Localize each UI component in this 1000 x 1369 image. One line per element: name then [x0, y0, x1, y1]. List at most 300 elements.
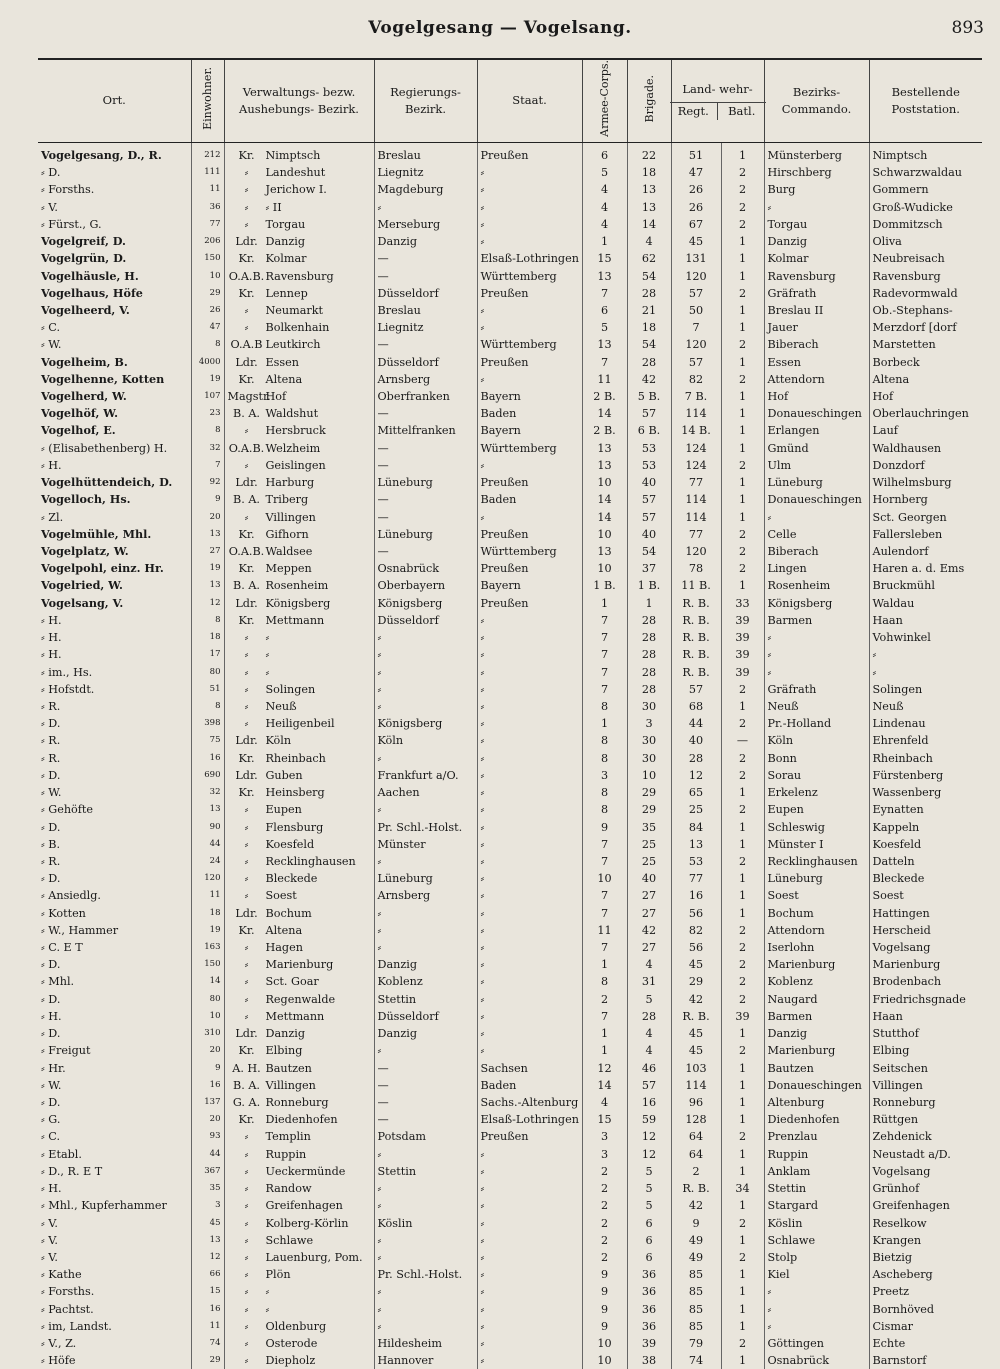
post-station-cell: Bleckede	[869, 870, 982, 887]
army-corps-cell: 11	[582, 371, 627, 388]
state-cell: ⸗	[477, 1025, 582, 1042]
population-cell: 45	[191, 1214, 224, 1231]
place-name-cell: ⸗ Zl.	[41, 510, 64, 524]
population-cell: 93	[191, 1128, 224, 1145]
district-cell	[224, 457, 374, 474]
district-name: Villingen	[265, 510, 316, 524]
place-name-cell: ⸗ im., Hs.	[41, 665, 93, 679]
district-command-cell: Lingen	[764, 560, 869, 577]
post-station-cell: Stutthof	[869, 1025, 982, 1042]
population-cell: 11	[191, 1318, 224, 1335]
landwehr-battalion-cell: 1	[721, 250, 764, 267]
district-type: Ldr.	[235, 734, 258, 748]
post-station-cell: Lindenau	[869, 715, 982, 732]
district-command-cell: Hof	[764, 388, 869, 405]
population-cell: 32	[191, 440, 224, 457]
district-cell	[224, 371, 374, 388]
army-corps-cell: 9	[582, 1301, 627, 1318]
district-type: ⸗	[244, 303, 249, 317]
state-cell: ⸗	[477, 1042, 582, 1059]
state-cell: ⸗	[477, 1318, 582, 1335]
district-cell	[224, 388, 374, 405]
landwehr-battalion-cell: 33	[721, 595, 764, 612]
place-name-text: Vogelhof, E.	[41, 423, 116, 438]
population-cell: 12	[191, 595, 224, 612]
district-cell	[224, 1094, 374, 1111]
post-station-cell: Ronneburg	[869, 1094, 982, 1111]
district-cell	[224, 1128, 374, 1145]
brigade-cell: 28	[627, 663, 671, 680]
post-station-cell: Neuß	[869, 698, 982, 715]
table-row	[38, 250, 982, 267]
army-corps-cell: 4	[582, 216, 627, 233]
district-cell	[224, 1232, 374, 1249]
district-command-cell: Biberach	[764, 543, 869, 560]
district-name: Danzig	[265, 1027, 305, 1041]
population-cell: 3	[191, 1197, 224, 1214]
landwehr-battalion-cell: 1	[721, 1025, 764, 1042]
district-command-cell: ⸗	[764, 1283, 869, 1300]
state-cell: ⸗	[477, 853, 582, 870]
post-station-cell: Preetz	[869, 1283, 982, 1300]
landwehr-regiment-cell: 25	[671, 801, 721, 818]
table-row	[38, 181, 982, 198]
post-station-cell: Ravensburg	[869, 267, 982, 284]
government-district-cell: Düsseldorf	[374, 285, 477, 302]
district-cell	[224, 353, 374, 370]
place-name-cell	[38, 267, 191, 284]
army-corps-cell: 3	[582, 1146, 627, 1163]
population-cell: 92	[191, 474, 224, 491]
state-cell: ⸗	[477, 1008, 582, 1025]
district-cell	[224, 870, 374, 887]
state-cell: ⸗	[477, 457, 582, 474]
landwehr-regiment-cell: 77	[671, 474, 721, 491]
table-row	[38, 612, 982, 629]
brigade-cell: 57	[627, 491, 671, 508]
landwehr-regiment-cell: 42	[671, 991, 721, 1008]
landwehr-battalion-cell: 39	[721, 612, 764, 629]
population-cell: 8	[191, 336, 224, 353]
landwehr-regiment-cell: 44	[671, 715, 721, 732]
landwehr-battalion-cell: 1	[721, 784, 764, 801]
brigade-cell: 57	[627, 405, 671, 422]
district-type: G. A.	[232, 1096, 261, 1109]
population-cell: 13	[191, 577, 224, 594]
brigade-cell: 53	[627, 440, 671, 457]
district-cell	[224, 181, 374, 198]
district-command-cell: ⸗	[764, 1318, 869, 1335]
district-command-cell: Hirschberg	[764, 164, 869, 181]
table-row	[38, 491, 982, 508]
district-name: Waldshut	[265, 407, 319, 421]
district-name: Ueckermünde	[265, 1164, 346, 1178]
district-command-cell: Schlawe	[764, 1232, 869, 1249]
district-command-cell: Göttingen	[764, 1335, 869, 1352]
table-row	[38, 1232, 982, 1249]
brigade-cell: 28	[627, 353, 671, 370]
place-name-text: Vogelmühle, Mhl.	[41, 526, 152, 541]
landwehr-battalion-cell: 1	[721, 818, 764, 835]
army-corps-cell: 4	[582, 1094, 627, 1111]
population-cell: 12	[191, 1249, 224, 1266]
post-station-cell: Villingen	[869, 1077, 982, 1094]
post-station-cell: Schwarzwaldau	[869, 164, 982, 181]
brigade-cell: 36	[627, 1266, 671, 1283]
district-command-cell: ⸗	[764, 199, 869, 216]
place-name-cell: ⸗ W.	[41, 338, 62, 352]
place-name-cell	[38, 422, 191, 439]
army-corps-cell: 7	[582, 663, 627, 680]
district-cell	[224, 973, 374, 990]
brigade-cell: 38	[627, 1352, 671, 1369]
place-name-text: Vogelried, W.	[41, 578, 123, 593]
place-name-cell: ⸗ C.	[41, 321, 60, 335]
district-cell	[224, 1008, 374, 1025]
district-type: Kr.	[238, 923, 255, 937]
district-name: Bolkenhain	[265, 321, 330, 335]
landwehr-battalion-cell: 2	[721, 1335, 764, 1352]
district-type: O.A.B.	[228, 545, 265, 558]
district-command-cell: Schleswig	[764, 818, 869, 835]
government-district-cell: Oberbayern	[374, 577, 477, 594]
district-command-cell: Neuß	[764, 698, 869, 715]
district-command-cell: Stolp	[764, 1249, 869, 1266]
district-type: Ldr.	[235, 1027, 258, 1041]
place-name-cell	[38, 595, 191, 612]
population-cell: 150	[191, 250, 224, 267]
district-command-cell: Ulm	[764, 457, 869, 474]
landwehr-battalion-cell: 2	[721, 801, 764, 818]
district-type: Kr.	[238, 372, 255, 386]
post-station-cell: Fürstenberg	[869, 767, 982, 784]
district-command-cell: Barmen	[764, 612, 869, 629]
col-header-regt: Regt.	[677, 104, 709, 119]
government-district-cell: Merseburg	[374, 216, 477, 233]
district-command-cell: Essen	[764, 353, 869, 370]
landwehr-battalion-cell: 2	[721, 973, 764, 990]
district-type: ⸗	[244, 1164, 249, 1178]
brigade-cell: 39	[627, 1335, 671, 1352]
place-name-cell	[38, 353, 191, 370]
state-cell: ⸗	[477, 629, 582, 646]
government-district-cell: Hildesheim	[374, 1335, 477, 1352]
army-corps-cell: 7	[582, 681, 627, 698]
government-district-cell: —	[374, 1059, 477, 1076]
state-cell: ⸗	[477, 1283, 582, 1300]
landwehr-battalion-cell: 1	[721, 904, 764, 921]
government-district-cell: Düsseldorf	[374, 1008, 477, 1025]
district-cell	[224, 1283, 374, 1300]
state-cell: Baden	[477, 405, 582, 422]
district-name: ⸗	[265, 631, 270, 645]
government-district-cell: ⸗	[374, 801, 477, 818]
place-name-cell: ⸗ Etabl.	[41, 1147, 82, 1161]
table-row	[38, 1197, 982, 1214]
state-cell: Baden	[477, 491, 582, 508]
brigade-cell: 30	[627, 698, 671, 715]
state-cell: Preußen	[477, 285, 582, 302]
place-name-cell: ⸗ D.	[41, 958, 61, 972]
place-name-cell	[38, 491, 191, 508]
place-name-cell	[38, 233, 191, 250]
army-corps-cell: 8	[582, 750, 627, 767]
state-cell: ⸗	[477, 164, 582, 181]
state-cell: Württemberg	[477, 267, 582, 284]
landwehr-battalion-cell: 2	[721, 543, 764, 560]
place-name-cell: ⸗ Kathe	[41, 1268, 82, 1282]
district-name: Welzheim	[265, 441, 321, 455]
post-station-cell: Herscheid	[869, 922, 982, 939]
district-cell	[224, 767, 374, 784]
government-district-cell: ⸗	[374, 1042, 477, 1059]
state-cell: Preußen	[477, 1128, 582, 1145]
table-row	[38, 543, 982, 560]
table-row	[38, 1111, 982, 1128]
brigade-cell: 25	[627, 853, 671, 870]
table-row	[38, 216, 982, 233]
population-cell: 18	[191, 629, 224, 646]
brigade-cell: 54	[627, 543, 671, 560]
district-type: ⸗	[244, 1199, 249, 1213]
place-name-cell	[38, 285, 191, 302]
district-name: Geislingen	[265, 458, 326, 472]
population-cell: 17	[191, 646, 224, 663]
district-cell	[224, 939, 374, 956]
army-corps-cell: 7	[582, 887, 627, 904]
district-type: ⸗	[244, 803, 249, 817]
landwehr-regiment-cell: 42	[671, 1197, 721, 1214]
district-command-cell: Attendorn	[764, 922, 869, 939]
army-corps-cell: 7	[582, 904, 627, 921]
landwehr-battalion-cell: 1	[721, 1163, 764, 1180]
army-corps-cell: 13	[582, 267, 627, 284]
district-cell	[224, 1059, 374, 1076]
district-name: Solingen	[265, 682, 316, 696]
army-corps-cell: 3	[582, 767, 627, 784]
district-name: Plön	[265, 1268, 291, 1282]
district-command-cell: Bochum	[764, 904, 869, 921]
post-station-cell: Hof	[869, 388, 982, 405]
state-cell: ⸗	[477, 1232, 582, 1249]
post-station-cell: Krangen	[869, 1232, 982, 1249]
population-cell: 7	[191, 457, 224, 474]
brigade-cell: 4	[627, 233, 671, 250]
state-cell: ⸗	[477, 1214, 582, 1231]
post-station-cell: Haan	[869, 612, 982, 629]
district-name: Lennep	[265, 286, 308, 300]
place-name-text: Vogelsang, V.	[41, 595, 124, 610]
population-cell: 10	[191, 267, 224, 284]
brigade-cell: 54	[627, 336, 671, 353]
brigade-cell: 6	[627, 1232, 671, 1249]
army-corps-cell: 14	[582, 405, 627, 422]
district-cell	[224, 663, 374, 680]
government-district-cell: ⸗	[374, 750, 477, 767]
landwehr-battalion-cell: 1	[721, 870, 764, 887]
government-district-cell: —	[374, 440, 477, 457]
state-cell: ⸗	[477, 767, 582, 784]
district-type: Ldr.	[235, 768, 258, 782]
landwehr-regiment-cell: 56	[671, 939, 721, 956]
landwehr-battalion-cell: 39	[721, 663, 764, 680]
district-cell	[224, 1301, 374, 1318]
district-type: ⸗	[244, 889, 249, 903]
population-cell: 8	[191, 612, 224, 629]
district-command-cell: Celle	[764, 526, 869, 543]
district-cell	[224, 1352, 374, 1369]
government-district-cell: Arnsberg	[374, 887, 477, 904]
army-corps-cell: 14	[582, 491, 627, 508]
district-name: Triberg	[265, 493, 309, 507]
landwehr-regiment-cell: 45	[671, 1042, 721, 1059]
population-cell: 11	[191, 181, 224, 198]
army-corps-cell: 2	[582, 1249, 627, 1266]
district-command-cell: ⸗	[764, 1301, 869, 1318]
post-station-cell: Ehrenfeld	[869, 732, 982, 749]
landwehr-regiment-cell: 114	[671, 405, 721, 422]
table-row	[38, 904, 982, 921]
table-row	[38, 1301, 982, 1318]
district-name: Guben	[265, 768, 303, 782]
state-cell: Bayern	[477, 388, 582, 405]
landwehr-battalion-cell: 2	[721, 767, 764, 784]
district-type: Kr.	[238, 786, 255, 800]
table-row	[38, 1059, 982, 1076]
place-name-cell: ⸗ Ansiedlg.	[41, 889, 101, 903]
district-command-cell: Donaueschingen	[764, 405, 869, 422]
district-type: ⸗	[244, 717, 249, 731]
district-command-cell: Erlangen	[764, 422, 869, 439]
army-corps-cell: 1	[582, 233, 627, 250]
district-cell	[224, 801, 374, 818]
post-station-cell: Kappeln	[869, 818, 982, 835]
post-station-cell: Fallersleben	[869, 526, 982, 543]
district-type: ⸗	[244, 166, 249, 180]
army-corps-cell: 7	[582, 836, 627, 853]
landwehr-regiment-cell: 85	[671, 1266, 721, 1283]
state-cell: Preußen	[477, 526, 582, 543]
landwehr-regiment-cell: 124	[671, 457, 721, 474]
district-cell	[224, 1042, 374, 1059]
table-row	[38, 142, 982, 164]
landwehr-battalion-cell: 34	[721, 1180, 764, 1197]
government-district-cell: Frankfurt a/O.	[374, 767, 477, 784]
table-row	[38, 887, 982, 904]
post-station-cell: Wassenberg	[869, 784, 982, 801]
landwehr-battalion-cell: 2	[721, 715, 764, 732]
government-district-cell: Danzig	[374, 233, 477, 250]
place-name-text: Vogelhäusle, H.	[41, 268, 139, 283]
table-row	[38, 199, 982, 216]
district-command-cell: Erkelenz	[764, 784, 869, 801]
district-command-cell: Marienburg	[764, 1042, 869, 1059]
place-name-cell: ⸗ Mhl., Kupferhammer	[41, 1199, 167, 1213]
place-name-cell: ⸗ Gehöfte	[41, 803, 94, 817]
army-corps-cell: 7	[582, 853, 627, 870]
landwehr-battalion-cell: 1	[721, 142, 764, 164]
army-corps-cell: 13	[582, 543, 627, 560]
brigade-cell: 3	[627, 715, 671, 732]
post-station-cell: Haren a. d. Ems	[869, 560, 982, 577]
table-row	[38, 646, 982, 663]
government-district-cell: ⸗	[374, 939, 477, 956]
brigade-label: Brigade.	[642, 74, 656, 123]
brigade-cell: 6 B.	[627, 422, 671, 439]
landwehr-regiment-cell: 26	[671, 181, 721, 198]
col-header-staat: Staat.	[477, 59, 582, 142]
army-corps-cell: 10	[582, 560, 627, 577]
district-name: Nimptsch	[265, 148, 321, 162]
page-number: 893	[951, 18, 984, 38]
landwehr-subheaders	[670, 102, 766, 120]
post-station-cell: Altena	[869, 371, 982, 388]
district-cell	[224, 595, 374, 612]
army-corps-cell: 15	[582, 1111, 627, 1128]
place-name-cell: ⸗ H.	[41, 631, 62, 645]
state-cell: Elsaß-Lothringen	[477, 250, 582, 267]
landwehr-regiment-cell: 124	[671, 440, 721, 457]
district-type: ⸗	[244, 424, 249, 438]
brigade-cell: 28	[627, 1008, 671, 1025]
place-name-cell: ⸗ R.	[41, 734, 61, 748]
district-name: Danzig	[265, 235, 305, 249]
district-cell	[224, 142, 374, 164]
table-row	[38, 939, 982, 956]
landwehr-battalion-cell: 2	[721, 1042, 764, 1059]
state-cell: ⸗	[477, 1335, 582, 1352]
district-cell	[224, 1077, 374, 1094]
brigade-cell: 29	[627, 784, 671, 801]
landwehr-battalion-cell: 1	[721, 474, 764, 491]
landwehr-regiment-cell: 7 B.	[671, 388, 721, 405]
landwehr-battalion-cell: 2	[721, 164, 764, 181]
government-district-cell: ⸗	[374, 853, 477, 870]
place-name-cell: ⸗ R.	[41, 751, 61, 765]
district-command-cell: Rosenheim	[764, 577, 869, 594]
landwehr-regiment-cell: 57	[671, 353, 721, 370]
state-cell: ⸗	[477, 1352, 582, 1369]
army-corps-cell: 5	[582, 164, 627, 181]
district-cell	[224, 904, 374, 921]
army-corps-cell: 9	[582, 1318, 627, 1335]
table-row	[38, 836, 982, 853]
district-name: Recklinghausen	[265, 854, 356, 868]
landwehr-battalion-cell: 2	[721, 336, 764, 353]
government-district-cell: ⸗	[374, 1197, 477, 1214]
landwehr-battalion-cell: 39	[721, 646, 764, 663]
col-header-ort: Ort.	[38, 59, 191, 142]
post-station-cell: ⸗	[869, 663, 982, 680]
brigade-cell: 1	[627, 595, 671, 612]
district-type: ⸗	[244, 854, 249, 868]
post-station-cell: Groß-Wudicke	[869, 199, 982, 216]
army-corps-cell: 2	[582, 1180, 627, 1197]
landwehr-regiment-cell: 82	[671, 371, 721, 388]
state-cell: ⸗	[477, 1249, 582, 1266]
place-name-cell	[38, 371, 191, 388]
district-command-cell: Attendorn	[764, 371, 869, 388]
population-cell: 20	[191, 1042, 224, 1059]
post-station-cell: Neubreisach	[869, 250, 982, 267]
army-corps-cell: 10	[582, 474, 627, 491]
district-command-cell: Stettin	[764, 1180, 869, 1197]
army-corps-cell: 1	[582, 956, 627, 973]
brigade-cell: 28	[627, 646, 671, 663]
district-type: ⸗	[244, 941, 249, 955]
army-corps-cell: 15	[582, 250, 627, 267]
place-name-cell: ⸗ Hofstdt.	[41, 682, 95, 696]
